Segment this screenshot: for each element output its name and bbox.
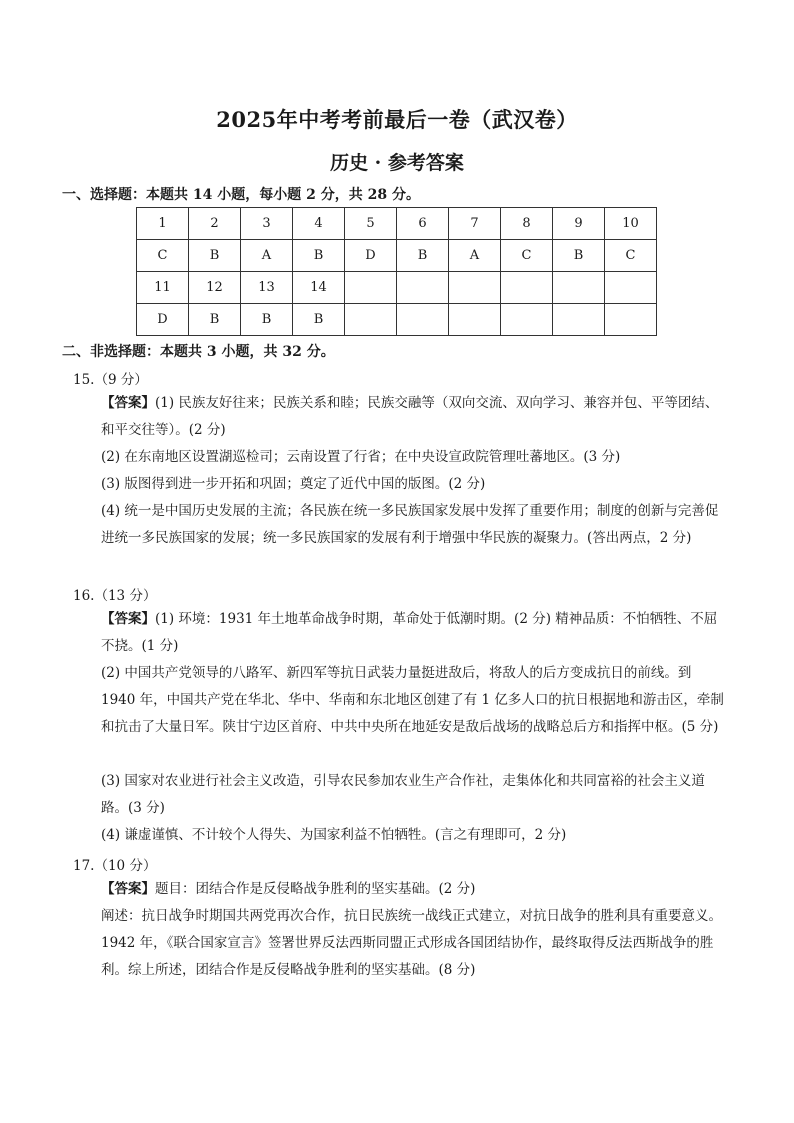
question-17-answer-2: 阐述：抗日战争时期国共两党再次合作，抗日民族统一战线正式建立，对抗日战争的胜利具有重要意义。1942 年，《联合国家宣言》签署世界反法西斯同盟正式形成各国团结协作，最终取得反法西斯战争的胜利。综上所述，团结合作是反侵略战争胜利的坚实基础。(8 分) — [101, 908, 722, 978]
table-cell: A — [449, 240, 501, 272]
table-cell: 9 — [553, 208, 605, 240]
table-cell: 2 — [189, 208, 241, 240]
table-cell: 14 — [293, 272, 345, 304]
table-cell: 4 — [293, 208, 345, 240]
table-cell — [605, 304, 657, 336]
table-cell: 6 — [397, 208, 449, 240]
question-16-answer-3: (3) 国家对农业进行社会主义改造，引导农民参加农业生产合作社，走集体化和共同富裕的社会主义道路。(3 分) — [101, 773, 705, 816]
table-cell: D — [345, 240, 397, 272]
table-cell: 1 — [137, 208, 189, 240]
section-heading-choice: 一、选择题：本题共 14 小题，每小题 2 分，共 28 分。 — [62, 187, 420, 203]
answer-text: (1) 环境：1931 年土地革命战争时期，革命处于低潮时期。(2 分) 精神品质：不怕牺牲、不屈不挠。(1 分) — [101, 611, 718, 654]
answer-table-row — [137, 208, 657, 240]
table-cell: 8 — [501, 208, 553, 240]
table-cell — [605, 272, 657, 304]
table-cell: A — [241, 240, 293, 272]
table-cell — [345, 272, 397, 304]
table-cell: D — [137, 304, 189, 336]
table-cell — [449, 304, 501, 336]
table-cell: C — [137, 240, 189, 272]
answer-text: 题目：团结合作是反侵略战争胜利的坚实基础。(2 分) — [155, 881, 476, 897]
question-15-answer-3: (3) 版图得到进一步开拓和巩固；奠定了近代中国的版图。(2 分) — [101, 476, 486, 492]
table-cell: 11 — [137, 272, 189, 304]
table-cell: 12 — [189, 272, 241, 304]
table-cell — [449, 272, 501, 304]
section-heading-nonchoice: 二、非选择题：本题共 3 小题，共 32 分。 — [62, 344, 335, 360]
question-17-heading: 17.（10 分） — [73, 858, 157, 874]
question-16-answer-4: (4) 谦虚谨慎、不计较个人得失、为国家利益不怕牺牲。(言之有理即可，2 分) — [101, 827, 567, 843]
question-15-answer-2: (2) 在东南地区设置湖巡检司；云南设置了行省；在中央设宣政院管理吐蕃地区。(3 分) — [101, 449, 621, 465]
question-15-heading: 15.（9 分） — [73, 372, 148, 388]
question-15-answer-4: (4) 统一是中国历史发展的主流；各民族在统一多民族国家发展中发挥了重要作用；制度的创新与完善促进统一多民族国家的发展；统一多民族国家的发展有利于增强中华民族的凝聚力。(答出两点，2 分) — [101, 503, 719, 546]
table-cell: B — [293, 240, 345, 272]
question-15-answer-1 — [101, 390, 726, 444]
table-cell: B — [241, 304, 293, 336]
table-cell: 10 — [605, 208, 657, 240]
answer-tag: 【答案】 — [101, 881, 155, 897]
table-cell — [397, 304, 449, 336]
table-cell: B — [293, 304, 345, 336]
table-cell — [501, 304, 553, 336]
question-16-answer-1 — [101, 606, 726, 660]
table-cell — [397, 272, 449, 304]
table-cell — [501, 272, 553, 304]
answer-text: (1) 民族友好往来；民族关系和睦；民族交融等（双向交流、双向学习、兼容并包、平等团结、和平交往等）。(2 分) — [101, 395, 719, 438]
table-cell: 13 — [241, 272, 293, 304]
table-cell: 5 — [345, 208, 397, 240]
answer-table — [136, 207, 657, 336]
table-cell: C — [501, 240, 553, 272]
answer-tag: 【答案】 — [101, 611, 155, 627]
answer-table-row — [137, 240, 657, 272]
question-17-answer-1 — [101, 876, 726, 903]
table-cell: B — [397, 240, 449, 272]
question-16-heading: 16.（13 分） — [73, 588, 157, 604]
answer-tag: 【答案】 — [101, 395, 155, 411]
answer-table-row — [137, 304, 657, 336]
table-cell: B — [189, 240, 241, 272]
page-title: 2025年中考考前最后一卷（武汉卷） — [216, 107, 578, 132]
table-cell: C — [605, 240, 657, 272]
table-cell: 7 — [449, 208, 501, 240]
table-cell — [553, 272, 605, 304]
question-16-answer-2: (2) 中国共产党领导的八路军、新四军等抗日武装力量挺进敌后，将敌人的后方变成抗日的前线。到 1940 年，中国共产党在华北、华中、华南和东北地区创建了有 1 亿多人口的抗日根据地和游击区，牵制和抗击了大量日军。陕甘宁边区首府、中共中央所在地延安是敌后战场的战略总后方和指挥中枢。(5 分) — [101, 665, 724, 735]
table-cell — [345, 304, 397, 336]
table-cell: 3 — [241, 208, 293, 240]
answer-table-row — [137, 272, 657, 304]
table-cell: B — [553, 240, 605, 272]
table-cell: B — [189, 304, 241, 336]
page-subtitle: 历史 · 参考答案 — [330, 152, 464, 174]
table-cell — [553, 304, 605, 336]
